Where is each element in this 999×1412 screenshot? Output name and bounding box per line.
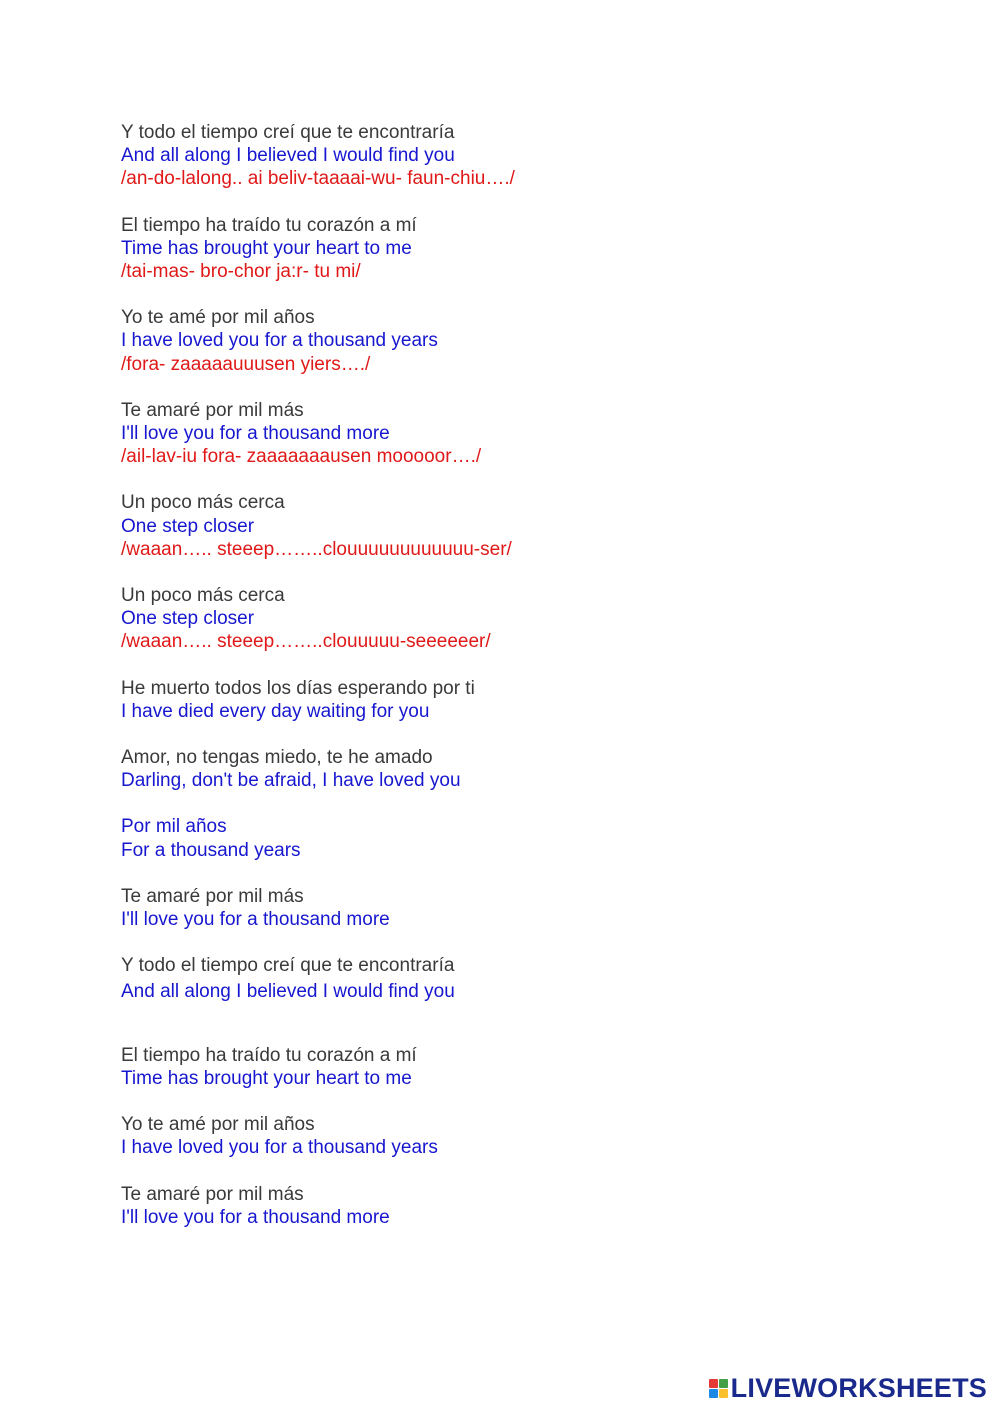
spanish-line: Te amaré por mil más [121, 399, 304, 421]
english-line: I have loved you for a thousand years [121, 330, 438, 352]
stanza-1 [121, 121, 881, 191]
english-line: Darling, don't be afraid, I have loved you [121, 770, 461, 792]
stanza-3 [121, 306, 881, 376]
english-line: One step closer [121, 608, 255, 630]
spanish-line: Yo te amé por mil años [121, 307, 315, 329]
stanza-2 [121, 214, 881, 284]
phonetic-line: /tai-mas- bro-chor ja:r- tu mi/ [121, 261, 361, 283]
stanza-11 [121, 954, 881, 1003]
liveworksheets-logo [709, 1375, 987, 1402]
spanish-line: Te amaré por mil más [121, 1183, 304, 1205]
spanish-line: Y todo el tiempo creí que te encontraría [121, 122, 455, 143]
stanza-10 [121, 885, 881, 931]
english-line: I have loved you for a thousand years [121, 1137, 438, 1159]
stanza-12 [121, 1044, 881, 1090]
spanish-line: Yo te amé por mil años [121, 1114, 315, 1136]
english-line: One step closer [121, 515, 255, 537]
stanza-9 [121, 815, 881, 861]
brand-name: LIVEWORKSHEETS [730, 1373, 987, 1403]
stanza-4 [121, 399, 881, 469]
lyrics-document [121, 121, 881, 1252]
stanza-13 [121, 1113, 881, 1159]
english-line: Time has brought your heart to me [121, 237, 412, 259]
stanza-7 [121, 677, 881, 723]
spanish-line-blue: Por mil años [121, 816, 227, 838]
spanish-line: Un poco más cerca [121, 492, 285, 514]
spanish-line: Y todo el tiempo creí que te encontraría [121, 955, 455, 977]
spanish-line: He muerto todos los días esperando por ti [121, 677, 475, 699]
english-line: I'll love you for a thousand more [121, 1206, 390, 1228]
spanish-line: Un poco más cerca [121, 585, 285, 607]
phonetic-line: /an-do-lalong.. ai beliv-taaaai-wu- faun-chiu…./ [121, 168, 515, 190]
english-line: I'll love you for a thousand more [121, 909, 390, 931]
phonetic-line: /fora- zaaaaauuusen yiers…./ [121, 353, 371, 375]
phonetic-line: /waaan….. steeep……..clouuuuu-seeeeeer/ [121, 631, 491, 653]
phonetic-line: /ail-lav-iu fora- zaaaaaaausen mooooor…./ [121, 446, 482, 468]
spanish-line: El tiempo ha traído tu corazón a mí [121, 1044, 417, 1066]
spanish-line: El tiempo ha traído tu corazón a mí [121, 214, 417, 236]
english-line: For a thousand years [121, 839, 301, 861]
stanza-8 [121, 746, 881, 792]
english-line: I have died every day waiting for you [121, 700, 430, 722]
english-line: Time has brought your heart to me [121, 1067, 412, 1089]
stanza-5 [121, 491, 881, 561]
phonetic-line: /waaan….. steeep……..clouuuuuuuuuuuu-ser/ [121, 538, 512, 560]
english-line: I'll love you for a thousand more [121, 423, 390, 445]
stanza-14 [121, 1183, 881, 1229]
english-line: And all along I believed I would find you [121, 145, 455, 167]
spanish-line: Te amaré por mil más [121, 885, 304, 907]
spanish-line: Amor, no tengas miedo, te he amado [121, 747, 433, 769]
english-line: And all along I believed I would find you [121, 981, 455, 1003]
logo-squares-icon [709, 1379, 728, 1398]
stanza-6 [121, 584, 881, 654]
